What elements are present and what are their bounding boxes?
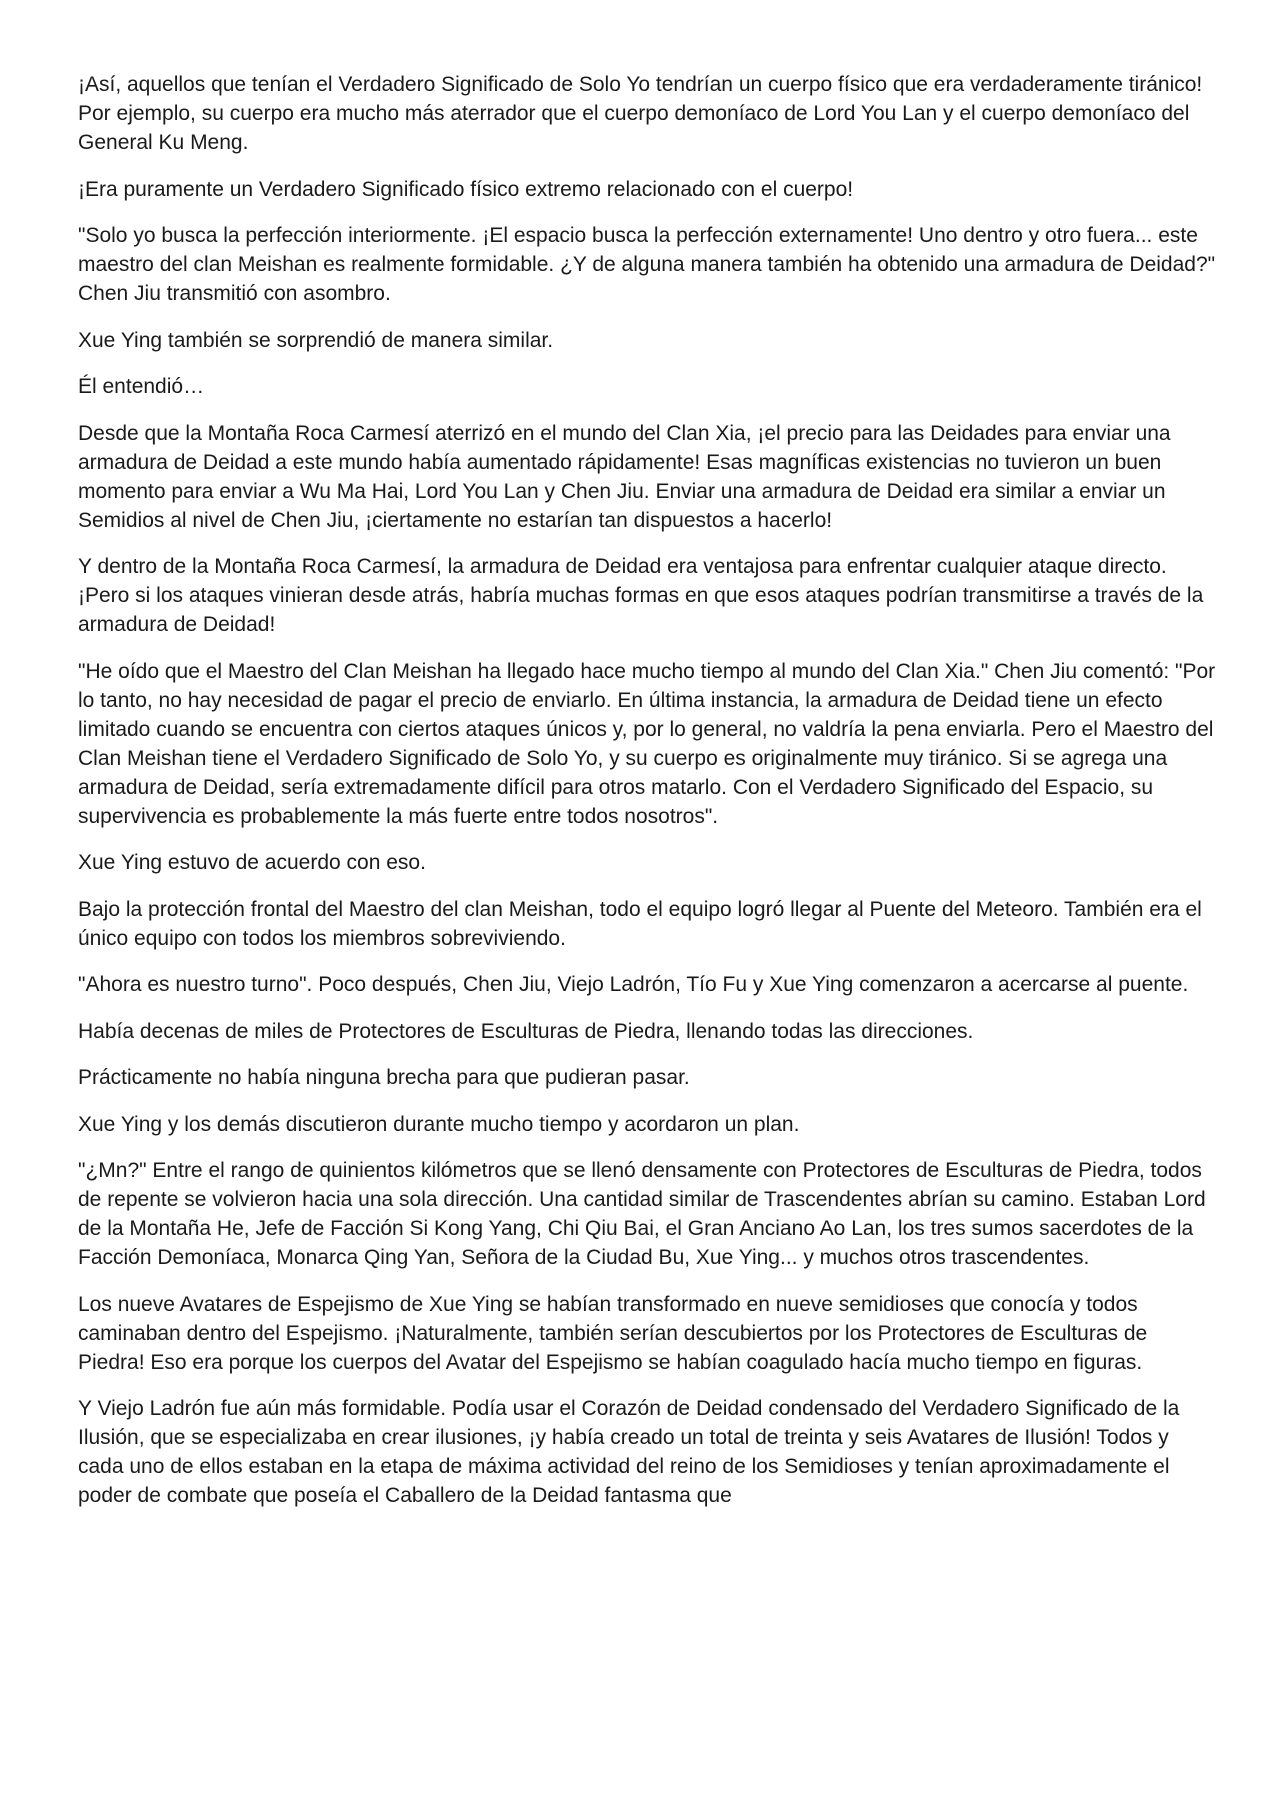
paragraph-8: "He oído que el Maestro del Clan Meishan ha llegado hace mucho tiempo al mundo del Clan Xia." Chen Jiu comentó: "Por lo tanto, no hay necesidad de pagar el precio de enviarlo. En última instancia, la armadura de Deidad tiene un efecto limitado cuando se encuentra con ciertos ataques únicos y, por lo general, no valdría la pena enviarla. Pero el Maestro del Clan Meishan tiene el Verdadero Significado de Solo Yo, y su cuerpo es originalmente muy tiránico. Si se agrega una armadura de Deidad, sería extremadamente difícil para otros matarlo. Con el Verdadero Significado del Espacio, su supervivencia es probablemente la más fuerte entre todos nosotros".: [78, 659, 1216, 828]
paragraph-17: Y Viejo Ladrón fue aún más formidable. Podía usar el Corazón de Deidad condensado del Verdadero Significado de la Ilusión, que se especializaba en crear ilusiones, ¡y había creado un total de treinta y seis Avatares de Ilusión! Todos y cada uno de ellos estaban en la etapa de máxima actividad del reino de los Semidioses y tenían aproximadamente el poder de combate que poseía el Caballero de la Deidad fantasma que: [78, 1397, 1180, 1507]
paragraph-13: Prácticamente no había ninguna brecha para que pudieran pasar.: [78, 1066, 690, 1089]
paragraph-4: Xue Ying también se sorprendió de manera similar.: [78, 328, 554, 352]
paragraph-16: Los nueve Avatares de Espejismo de Xue Ying se habían transformado en nueve semidioses que conocía y todos caminaban dentro del Espejismo. ¡Naturalmente, también serían descubiertos por los Protectores de Esculturas de Piedra! Eso era porque los cuerpos del Avatar del Espejismo se habían coagulado hacía mucho tiempo en figuras.: [78, 1292, 1148, 1374]
paragraph-6: Desde que la Montaña Roca Carmesí aterrizó en el mundo del Clan Xia, ¡el precio para las Deidades para enviar una armadura de Deidad a este mundo había aumentado rápidamente! Esas magníficas existencias no tuvieron un buen momento para enviar a Wu Ma Hai, Lord You Lan y Chen Jiu. Enviar una armadura de Deidad era similar a enviar un Semidios al nivel de Chen Jiu, ¡ciertamente no estarían tan dispuestos a hacerlo!: [78, 421, 1171, 532]
paragraph-2: ¡Era puramente un Verdadero Significado físico extremo relacionado con el cuerpo!: [78, 177, 854, 201]
paragraph-10: Bajo la protección frontal del Maestro del clan Meishan, todo el equipo logró llegar al Puente del Meteoro. También era el único equipo con todos los miembros sobreviviendo.: [78, 897, 1202, 950]
paragraph-7: Y dentro de la Montaña Roca Carmesí, la armadura de Deidad era ventajosa para enfrentar cualquier ataque directo. ¡Pero si los ataques vinieran desde atrás, habría muchas formas en que esos ataques podrían transmitirse a través de la armadura de Deidad!: [78, 555, 1204, 636]
paragraph-3: "Solo yo busca la perfección interiormente. ¡El espacio busca la perfección externamente! Uno dentro y otro fuera... este maestro del clan Meishan es realmente formidable. ¿Y de alguna manera también ha obtenido una armadura de Deidad?" Chen Jiu transmitió con asombro.: [78, 224, 1216, 305]
paragraph-5: Él entendió…: [78, 375, 205, 398]
paragraph-9: Xue Ying estuvo de acuerdo con eso.: [78, 851, 426, 874]
paragraph-11: "Ahora es nuestro turno". Poco después, Chen Jiu, Viejo Ladrón, Tío Fu y Xue Ying comenzaron a acercarse al puente.: [78, 973, 1189, 996]
document-page: [78, 70, 1218, 1528]
paragraph-1: ¡Así, aquellos que tenían el Verdadero Significado de Solo Yo tendrían un cuerpo físico que era verdaderamente tiránico! Por ejemplo, su cuerpo era mucho más aterrador que el cuerpo demoníaco de Lord You Lan y el cuerpo demoníaco del General Ku Meng.: [78, 73, 1203, 154]
paragraph-14: Xue Ying y los demás discutieron durante mucho tiempo y acordaron un plan.: [78, 1112, 800, 1136]
paragraph-12: Había decenas de miles de Protectores de Esculturas de Piedra, llenando todas las direcciones.: [78, 1019, 974, 1043]
paragraph-15: "¿Mn?" Entre el rango de quinientos kilómetros que se llenó densamente con Protectores de Esculturas de Piedra, todos de repente se volvieron hacia una sola dirección. Una cantidad similar de Trascendentes abrían su camino. Estaban Lord de la Montaña He, Jefe de Facción Si Kong Yang, Chi Qiu Bai, el Gran Anciano Ao Lan, los tres sumos sacerdotes de la Facción Demoníaca, Monarca Qing Yan, Señora de la Ciudad Bu, Xue Ying... y muchos otros trascendentes.: [78, 1159, 1206, 1269]
